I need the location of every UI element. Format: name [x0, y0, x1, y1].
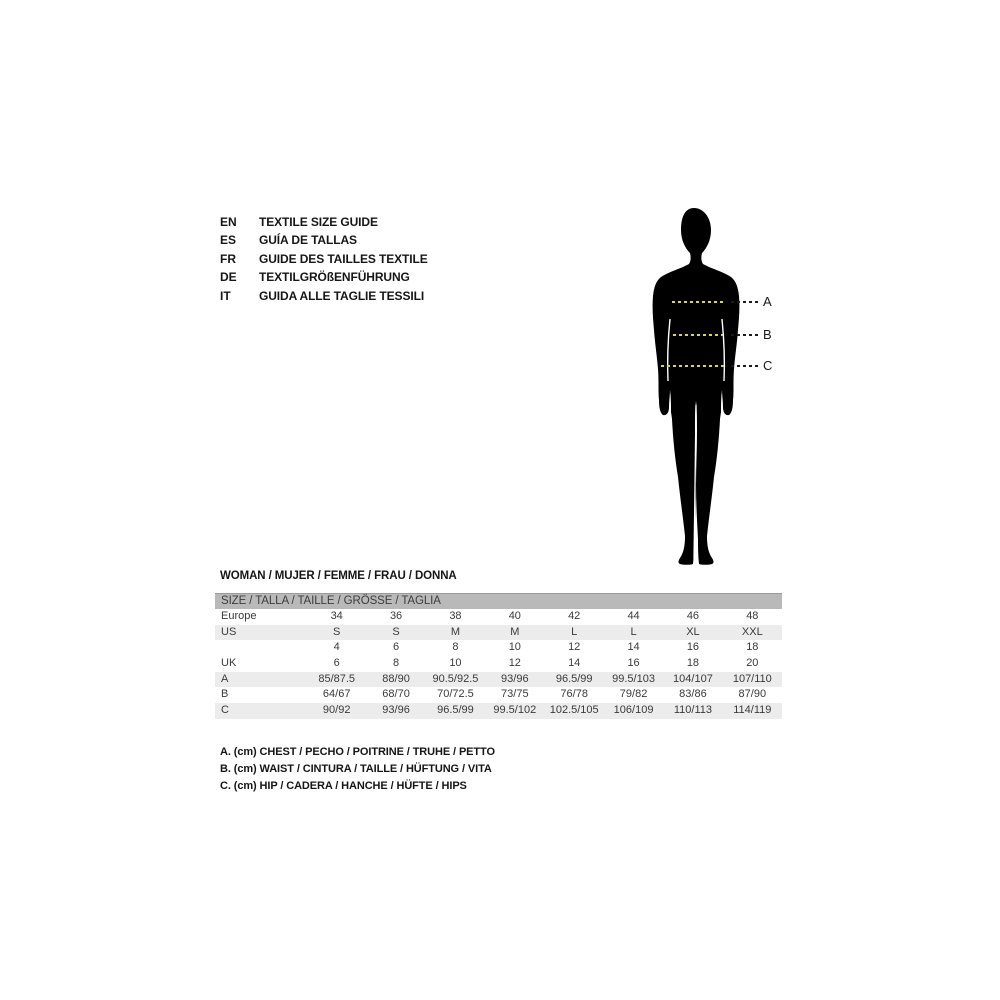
table-cell: S — [333, 625, 341, 638]
table-cell: 10 — [449, 657, 462, 670]
table-cell: 96.5/99 — [437, 704, 474, 717]
table-cell: 42 — [568, 610, 581, 622]
legend-waist: B. (cm) WAIST / CINTURA / TAILLE / HÜFTUNG / VITA — [220, 763, 492, 776]
lang-code: DE — [220, 270, 237, 285]
table-cell: 87/90 — [738, 688, 767, 701]
table-cell: L — [630, 625, 637, 638]
measure-line-b-callout-dash — [731, 334, 758, 336]
legend-chest: A. (cm) CHEST / PECHO / POITRINE / TRUHE / PETTO — [220, 746, 495, 758]
table-row-us — [215, 625, 782, 641]
lang-code: IT — [220, 288, 231, 303]
lang-row-de — [220, 268, 428, 286]
table-cell: 64/67 — [322, 688, 351, 701]
table-cell: 104/107 — [673, 672, 713, 685]
row-label: B — [221, 688, 229, 701]
table-cell: 110/113 — [673, 704, 712, 717]
table-cell: 44 — [627, 610, 640, 622]
table-cell: 14 — [568, 657, 581, 670]
table-cell: 106/109 — [613, 704, 654, 717]
table-cell: 10 — [508, 641, 521, 654]
table-cell: 90/92 — [322, 704, 351, 717]
lang-label: GUÍA DE TALLAS — [259, 233, 357, 248]
lang-row-en — [220, 213, 428, 231]
lang-code: EN — [220, 215, 237, 229]
table-cell: S — [392, 625, 400, 638]
table-cell: 18 — [686, 657, 700, 670]
table-cell: 85/87.5 — [318, 672, 356, 685]
table-cell: 70/72.5 — [437, 688, 474, 701]
table-cell: 18 — [746, 641, 759, 654]
table-cell: 14 — [627, 641, 640, 654]
table-cell: 12 — [508, 657, 521, 670]
table-cell: 16 — [627, 657, 640, 670]
legend-hip: C. (cm) HIP / CADERA / HANCHE / HÜFTE / HIPS — [220, 780, 467, 793]
table-cell: M — [510, 625, 520, 638]
measure-line-a-body-dash — [672, 301, 724, 303]
row-label: US — [221, 625, 237, 638]
table-cell: 88/90 — [382, 672, 410, 685]
table-cell: XL — [686, 625, 700, 638]
table-cell: 93/96 — [501, 672, 529, 685]
table-row-uk — [215, 656, 782, 672]
table-cell: 107/110 — [732, 672, 772, 685]
table-cell: 8 — [452, 641, 459, 654]
table-cell: 20 — [746, 657, 759, 670]
table-cell: 6 — [393, 641, 400, 654]
table-cell: 36 — [389, 610, 403, 622]
table-row-hip — [215, 703, 782, 719]
table-header: SIZE / TALLA / TAILLE / GRÖSSE / TAGLIA — [215, 593, 782, 609]
table-cell: 79/82 — [619, 688, 648, 701]
measure-line-c-callout-dash — [731, 365, 758, 367]
measurement-legend — [220, 744, 495, 796]
table-cell: 8 — [393, 657, 400, 670]
table-cell: 93/96 — [382, 704, 410, 717]
lang-label: TEXTILE SIZE GUIDE — [259, 215, 378, 229]
table-cell: 96.5/99 — [555, 672, 593, 685]
row-label: Europe — [221, 610, 257, 622]
marker-label-b: B — [763, 327, 772, 342]
table-cell: 114/119 — [733, 704, 772, 717]
lang-label: GUIDE DES TAILLES TEXTILE — [259, 251, 428, 266]
lang-row-es — [220, 231, 428, 249]
lang-row-it — [220, 287, 428, 305]
table-cell: 34 — [330, 610, 343, 622]
table-cell: 76/78 — [560, 688, 588, 701]
table-cell: 40 — [508, 610, 521, 622]
row-label: UK — [221, 657, 237, 670]
table-cell: 12 — [568, 641, 581, 654]
table-cell: 68/70 — [382, 688, 410, 701]
table-cell: 83/86 — [679, 688, 707, 701]
table-cell: 73/75 — [501, 688, 529, 701]
measure-line-c-body-dash — [661, 365, 725, 367]
table-row-europe — [215, 609, 782, 625]
lang-code: ES — [220, 233, 237, 248]
table-cell: 46 — [686, 610, 700, 622]
table-cell: XXL — [741, 625, 763, 638]
lang-label: TEXTILGRÖßENFÜHRUNG — [259, 270, 410, 285]
table-cell: 38 — [449, 610, 462, 622]
lang-label: GUIDA ALLE TAGLIE TESSILI — [259, 288, 425, 303]
measure-line-a-callout-dash — [731, 301, 758, 303]
table-row-chest — [215, 672, 782, 688]
size-table — [215, 593, 782, 719]
marker-label-c: C — [763, 358, 773, 373]
table-cell: 90.5/92.5 — [432, 672, 479, 685]
table-cell: 99.5/103 — [612, 672, 655, 685]
table-cell: M — [450, 625, 461, 638]
lang-row-fr — [220, 250, 428, 268]
language-title-block — [220, 213, 428, 305]
table-row-waist — [215, 687, 782, 703]
row-label: C — [221, 704, 229, 717]
table-cell: 16 — [686, 641, 700, 654]
row-label — [215, 640, 307, 656]
table-cell: 4 — [333, 641, 340, 654]
table-cell: 99.5/102 — [493, 704, 537, 717]
woman-silhouette-svg — [640, 207, 750, 567]
table-cell: 48 — [746, 610, 759, 622]
table-row-us-numeric — [215, 640, 782, 656]
marker-label-a: A — [763, 294, 772, 309]
row-label: A — [221, 672, 229, 685]
section-title: WOMAN / MUJER / FEMME / FRAU / DONNA — [220, 570, 457, 582]
table-cell: 102.5/105 — [549, 704, 599, 717]
woman-silhouette — [640, 207, 750, 567]
lang-code: FR — [220, 251, 236, 266]
measure-line-b-body-dash — [673, 334, 723, 336]
table-cell: L — [571, 625, 578, 638]
table-cell: 6 — [333, 657, 340, 670]
